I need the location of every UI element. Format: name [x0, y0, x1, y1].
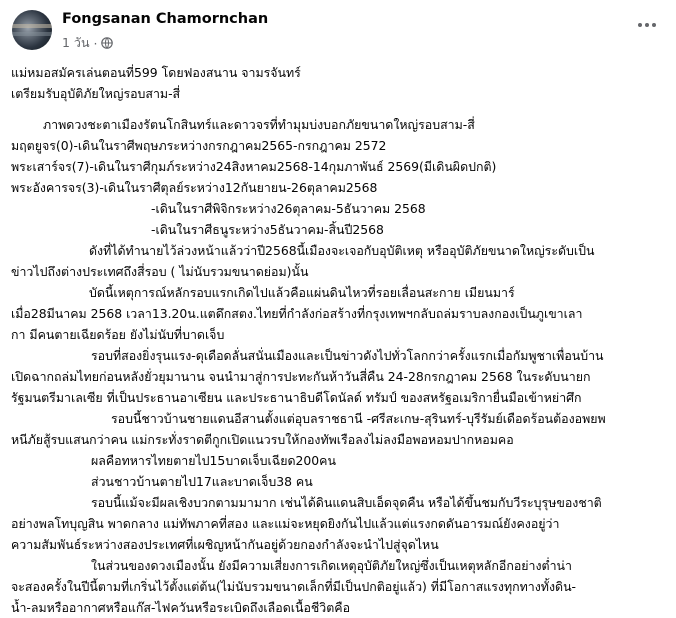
- post-line: รอบนี้แม้จะมีผลเชิงบวกตามมามาก เช่นได้ดินแดนสิบเอ็ดจุดคืน หรือได้ขึ้นชมกับวีระบุรุษของชาติ: [91, 495, 602, 510]
- post-time[interactable]: 1 วัน: [62, 35, 90, 50]
- post-line: รอบที่สองยิ่งรุนแรง-ดุเดือดลั่นสนั่นเมืองและเป็นข่าวดังไปทั่วโลกกว่าครั้งแรกเมื่อกัมพูชาเพื่อนบ้าน: [91, 348, 604, 363]
- post-line: รัฐมนตรีมาเลเซีย ที่เป็นประธานอาเซียน และประธานาธิบดีโดนัลด์ ทรัมป์ ของสหรัฐอเมริกายื่นมือเข้าหย่าศึก: [11, 390, 582, 405]
- post-line: พระเสาร์จร(7)-เดินในราศีกุมภ์ระหว่าง24สิงหาคม2568-14กุมภาพันธ์ 2569(มีเดินผิดปกติ): [11, 159, 497, 174]
- post-meta: [62, 33, 113, 53]
- post-line: -เดินในราศีธนูระหว่าง5ธันวาคม-สิ้นปี2568: [151, 222, 384, 237]
- post-line: รอบนี้ชาวบ้านชายแดนอีสานตั้งแต่อุบลราชธานี -ศรีสะเกษ-สุรินทร์-บุรีรัมย์เดือดร้อนต้องอพยพ: [111, 411, 606, 426]
- post-line: แม่หมอสมัครเล่นตอนที่599 โดยฟองสนาน จามรจันทร์: [11, 65, 301, 80]
- post-line: ส่วนชาวบ้านตายไป17และบาดเจ็บ38 คน: [91, 474, 313, 489]
- post-line: น้ำ-ลมหรืออากาศหรือแก๊ส-ไฟควันหรือระเบิดถึงเลือดเนื้อชีวิตคือ: [11, 600, 351, 615]
- post-line: กา มีคนตายเฉียดร้อย ยังไม่นับที่บาดเจ็บ: [11, 327, 225, 342]
- paragraph-gap: [11, 104, 671, 114]
- post-line: เมื่อ28มีนาคม 2568 เวลา13.20น.แตดึกสตง.ไทยที่กำลังก่อสร้างที่กรุงเทพฯกลับถล่มราบลงกองเป็นภูเขาเลา: [11, 306, 583, 321]
- post-line: มฤตยูจร(0)-เดินในราศีพฤษภระหว่างกรกฎาคม2565-กรกฎาคม 2572: [11, 138, 387, 153]
- post-header: [0, 0, 676, 56]
- post-line: ข่าวไปถึงต่างประเทศถึงสี่รอบ ( ไม่นับรวมขนาดย่อม)นั้น: [11, 264, 309, 279]
- post-line: ความสัมพันธ์ระหว่างสองประเทศที่เผชิญหน้ากันอยู่ด้วยกองกำลังจะนำไปสู่จุดไหน: [11, 537, 439, 552]
- post-line: ภาพดวงชะตาเมืองรัตนโกสินทร์และดาวจรที่ทำมุมบ่งบอกภัยขนาดใหญ่รอบสาม-สี่: [43, 117, 475, 132]
- post-line: จะสองครั้งในปีนี้ตามที่เกริ่นไว้ตั้งแต่ต้น(ไม่นับรวมขนาดเล็กที่มีเป็นปกติอยู่แล้ว) ที่มีโอกาสแรงทุกทางทั้งดิน-: [11, 579, 577, 594]
- post-line: ผลคือทหารไทยตายไป15บาดเจ็บเฉียด200คน: [91, 453, 336, 468]
- post-line: ในส่วนของดวงเมืองนั้น ยังมีความเสี่ยงการเกิดเหตุอุบัติภัยใหญ่ซึ่งเป็นเหตุหลักอีกอย่างต่ำน่า: [91, 558, 572, 573]
- post-line: -เดินในราศีพิจิกระหว่าง26ตุลาคม-5ธันวาคม 2568: [151, 201, 426, 216]
- post-line: อย่างพลโทบุญสิน พาดกลาง แม่ทัพภาคที่สอง และแม่จะหยุดยิงกันไปแล้วแต่แรงกดดันอารมณ์ยังคงอยู่ว่า: [11, 516, 560, 531]
- post-line: ดังที่ได้ทำนายไว้ล่วงหน้าแล้วว่าปี2568นี้เมืองจะเจอกับอุบัติเหตุ หรืออุบัติภัยขนาดใหญ่ระดับเป็น: [89, 243, 595, 258]
- author-name[interactable]: Fongsanan Chamornchan: [62, 11, 269, 27]
- post-line: หนีภัยสู้รบแสนกว่าคน แม่กระทั่งราดตีกูกเปิดแนวรบให้กองทัพเรือลงไม่ลงมือพอหอมปากหอมคอ: [11, 432, 514, 447]
- post-line: พระอังคารจร(3)-เดินในราศีตุลย์ระหว่าง12กันยายน-26ตุลาคม2568: [11, 180, 378, 195]
- meta-separator: ·: [93, 35, 98, 51]
- post-line: บัดนี้เหตุการณ์หลักรอบแรกเกิดไปแล้วคือแผ่นดินไหวที่รอยเลื่อนสะกาย เมียนมาร์: [89, 285, 515, 300]
- post-body: [11, 62, 671, 618]
- post-line: เตรียมรับอุบัติภัยใหญ่รอบสาม-สี่: [11, 86, 181, 101]
- globe-icon: [101, 37, 113, 49]
- post-line: เปิดฉากถล่มไทยก่อนหลังยั่วยุมานาน จนนำมาสู่การปะทะกันห้าวันสี่คืน 24-28กรกฎาคม 2568 ในระดับนายก: [11, 369, 591, 384]
- more-options-icon[interactable]: [633, 13, 661, 37]
- avatar[interactable]: [12, 10, 52, 50]
